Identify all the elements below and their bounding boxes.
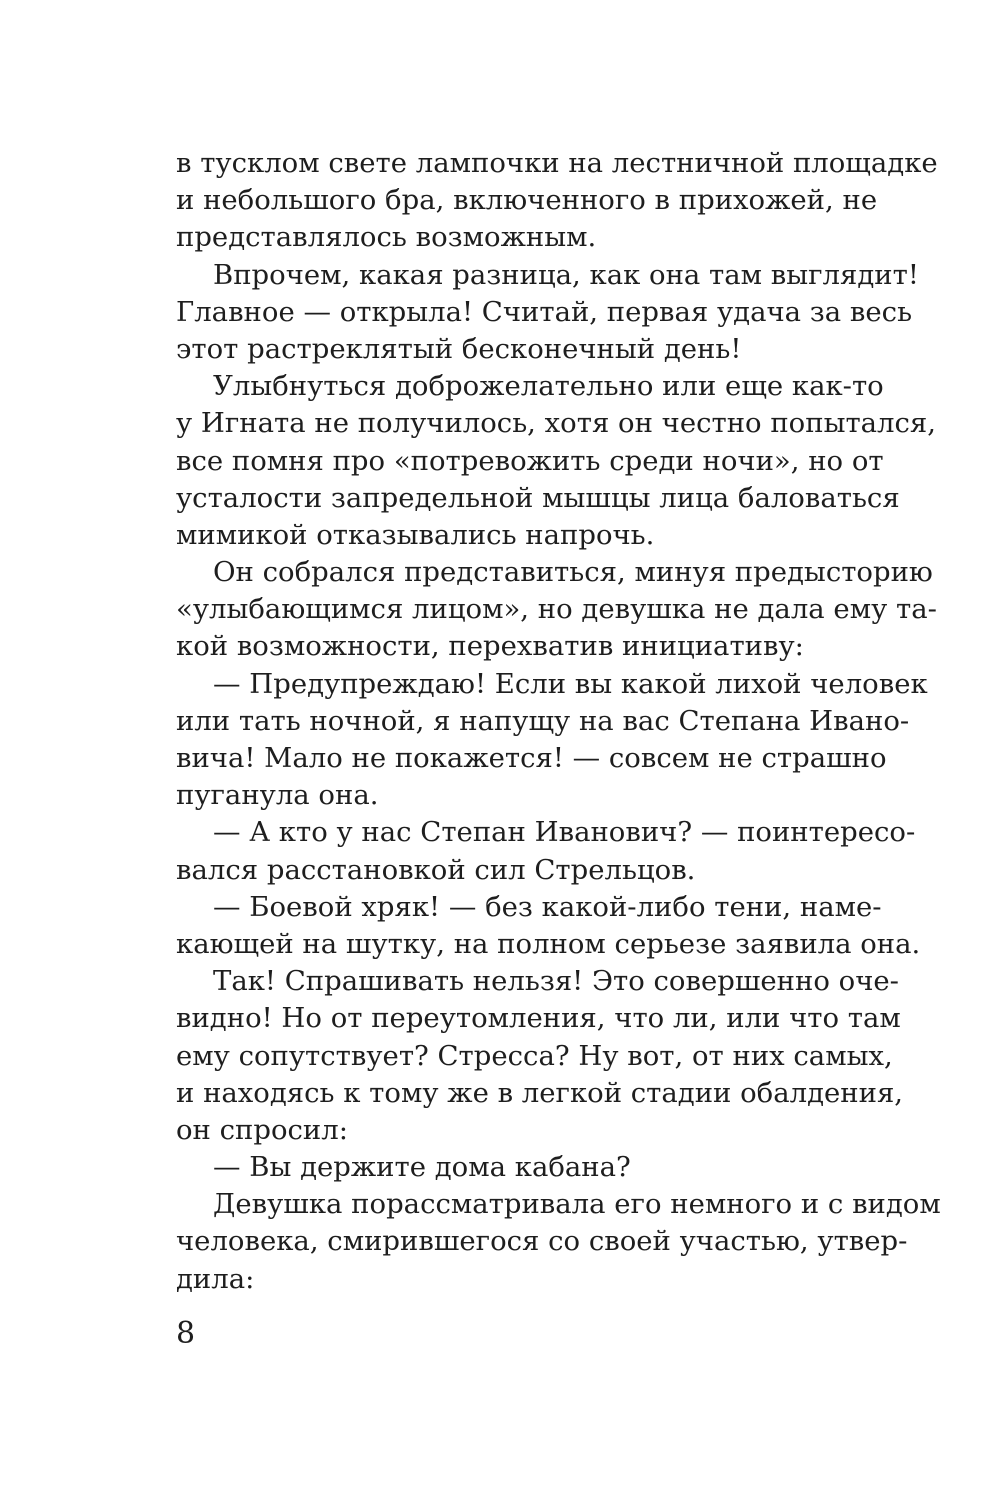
text-line: мимикой отказывались напрочь. [176, 518, 655, 551]
text-line: Он собрался представиться, минуя предысторию [213, 556, 933, 589]
text-line: «улыбающимся лицом», но девушка не дала ему та- [176, 593, 937, 626]
text-line: в тусклом свете лампочки на лестничной площадке [176, 147, 938, 179]
text-line: вался расстановкой сил Стрельцов. [176, 853, 696, 886]
text-line: все помня про «потревожить среди ночи», но от [176, 444, 884, 477]
text-line: у Игната не получилось, хотя он честно попытался, [176, 407, 937, 440]
text-line: он спросил: [176, 1113, 348, 1146]
text-line: — А кто у нас Степан Иванович? — поинтересо- [213, 816, 916, 849]
text-line: кающей на шутку, на полном серьезе заявила она. [176, 927, 921, 960]
text-line: дила: [176, 1262, 255, 1295]
text-line: Девушка порассматривала его немного и с видом [213, 1188, 941, 1221]
text-line: Так! Спрашивать нельзя! Это совершенно оче- [213, 965, 899, 998]
text-line: усталости запредельной мышцы лица баловаться [176, 481, 900, 514]
text-line: и находясь к тому же в легкой стадии обалдения, [176, 1076, 904, 1109]
text-line: человека, смирившегося со своей участью, утвер- [176, 1225, 908, 1258]
text-line: — Предупреждаю! Если вы какой лихой человек [213, 667, 928, 700]
text-line: Впрочем, какая разница, как она там выглядит! [213, 258, 919, 291]
text-line: пуганула она. [176, 779, 379, 812]
text-line: — Боевой хряк! — без какой-либо тени, наме- [213, 890, 882, 923]
text-line: представлялось возможным. [176, 221, 597, 254]
text-line: видно! Но от переутомления, что ли, или что там [176, 1002, 901, 1035]
body-text [176, 145, 941, 1298]
text-line: этот растреклятый бесконечный день! [176, 332, 742, 365]
text-line: Главное — открыла! Считай, первая удача за весь [176, 295, 913, 328]
text-line: или тать ночной, я напущу на вас Степана Ивано- [176, 704, 910, 737]
text-line: ему сопутствует? Стресса? Ну вот, от них самых, [176, 1039, 893, 1072]
page-number: 8 [176, 1316, 196, 1351]
text-line: кой возможности, перехватив инициативу: [176, 630, 804, 663]
text-line: Улыбнуться доброжелательно или еще как-то [213, 370, 884, 403]
text-line: и небольшого бра, включенного в прихожей, не [176, 184, 878, 217]
text-line: — Вы держите дома кабана? [213, 1151, 631, 1184]
text-line: вича! Мало не покажется! — совсем не страшно [176, 742, 887, 774]
